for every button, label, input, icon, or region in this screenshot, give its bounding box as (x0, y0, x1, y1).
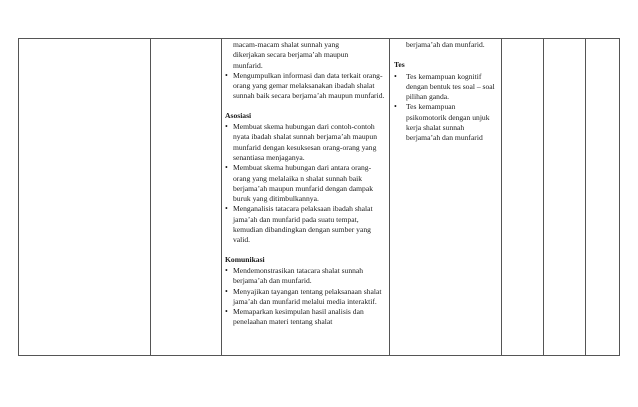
table-cell-assessment (390, 39, 502, 356)
list-item: • Mengumpulkan informasi dan data terkait orang-orang yang gemar melaksanakan ibadah shalat sunnah baik secara berjama’ah maupun munfarid. (225, 71, 385, 102)
table-cell-time (502, 39, 544, 356)
table-cell-competency (19, 39, 151, 356)
komunikasi-list (225, 266, 385, 328)
table-row (19, 39, 620, 356)
syllabus-table (18, 38, 620, 356)
table-cell-source (544, 39, 586, 356)
section-heading-komunikasi: Komunikasi (225, 254, 265, 264)
list-item: • Menganalisis tatacara pelaksaan ibadah shalat jama’ah dan munfarid pada suatu tempat, kemudian dibandingkan dengan sumber yang valid. (225, 204, 385, 245)
intro-list (225, 71, 385, 102)
list-item: • Menyajikan tayangan tentang pelaksanaan shalat jama’ah dan munfarid melalui media interaktif. (225, 287, 385, 308)
asosiasi-list (225, 122, 385, 246)
list-item: • Memaparkan kesimpulan hasil analisis dan penelaahan materi tentang shalat (225, 307, 385, 328)
list-item: • Mendemonstrasikan tatacara shalat sunnah berjama’ah dan munfarid. (225, 266, 385, 287)
list-item: • Membuat skema hubungan dari antara orang-orang yang melalaika n shalat sunnah baik berjama’ah maupun munfarid dengan dampak buruk yang ditimbulkannya. (225, 163, 385, 204)
list-item: • Tes kemampuan psikomotorik dengan unjuk kerja shalat sunnah berjama’ah dan munfarid (394, 102, 497, 143)
table-cell-extra (586, 39, 620, 356)
table-cell-material (151, 39, 222, 356)
continuation-line: berjama’ah dan munfarid. (406, 40, 485, 49)
tes-list (394, 72, 497, 144)
list-item: • Membuat skema hubungan dari contoh-contoh nyata ibadah shalat sunnah berjama’ah maupun munfarid dengan kesuksesan orang-orang yang senantiasa menjaganya. (225, 122, 385, 163)
section-heading-asosiasi: Asosiasi (225, 110, 252, 120)
section-heading-tes: Tes (394, 60, 405, 70)
continuation-line: dikerjakan secara berjama’ah maupun (233, 50, 349, 60)
continuation-line: macam-macam shalat sunnah yang (233, 40, 340, 49)
list-item: • Tes kemampuan kognitif dengan bentuk tes soal – soal pilihan ganda. (394, 72, 497, 103)
continuation-line: munfarid. (233, 60, 263, 70)
table-cell-learning-activities (222, 39, 390, 356)
